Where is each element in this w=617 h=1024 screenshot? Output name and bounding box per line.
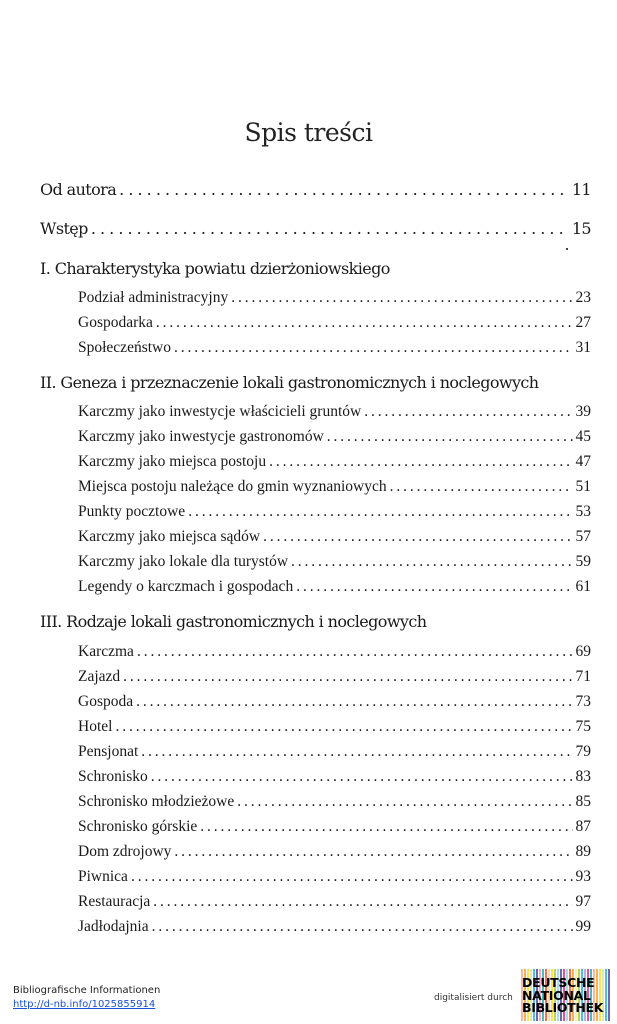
toc-entry-label: Schronisko górskie [78,818,198,835]
dnb-logo[interactable] [521,969,611,1021]
toc-entry-label: Wstęp [40,219,88,238]
toc-entry-label: Od autora [40,180,117,199]
toc-page-number: 39 [575,403,591,420]
bibliographic-info [13,984,160,1012]
toc-entry-label: Schronisko [78,768,148,785]
toc-entry[interactable] [78,893,591,911]
bib-info-link[interactable]: http://d-nb.info/1025855914 [13,999,156,1010]
toc-entry[interactable] [78,503,591,521]
toc-page-number: 73 [575,693,591,710]
toc-entry-label: Karczmy jako miejsca sądów [78,528,261,545]
leader-dots [188,503,572,521]
leader-dots [136,693,572,711]
leader-dots [390,478,573,496]
toc-page-number: 57 [575,528,591,545]
toc-page-number: 53 [575,503,591,520]
toc-page-number: 79 [575,743,591,760]
toc-page-number: 31 [575,339,591,356]
toc-entry[interactable] [78,868,591,886]
toc-entry-label: Restauracja [78,893,151,910]
toc-page-number: 89 [575,843,591,860]
toc-entry-label: Miejsca postoju należące do gmin wyznaniowych [78,478,387,495]
toc-entry-label: Dom zdrojowy [78,843,172,860]
toc-page-number: 51 [575,478,591,495]
logo-bar [608,969,610,1021]
leader-dots [263,528,572,546]
toc-entry-label: Karczmy jako lokale dla turystów [78,553,289,570]
toc-entry[interactable] [78,453,591,471]
leader-dots [137,643,573,661]
toc-entry-label: Podział administracyjny [78,289,229,306]
logo-line: NATIONAL [522,987,591,1003]
toc-page-number: 83 [575,768,591,785]
logo-bar [605,969,607,1021]
leader-dots [123,668,572,686]
toc-page-number: 93 [575,868,591,885]
toc-entry[interactable] [78,743,591,761]
toc-entry[interactable] [78,403,591,421]
toc-entry[interactable] [78,428,591,446]
digitized-by-label: digitalisiert durch [434,993,513,1003]
toc-entry-label: Gospodarka [78,314,153,331]
toc-entry[interactable] [78,578,591,596]
toc-page-number: 69 [575,643,591,660]
logo-line: BIBLIOTHEK [522,1000,604,1015]
toc-page-number: 75 [575,718,591,735]
leader-dots [364,403,572,421]
toc-entry-label: Pensjonat [78,743,139,760]
leader-dots [237,793,572,811]
leader-dots [269,453,572,471]
leader-dots [174,843,572,861]
leader-dots [231,289,572,307]
toc-page-number: 45 [575,428,591,445]
toc-page-number: 97 [575,893,591,910]
toc-entry-label: Legendy o karczmach i gospodach [78,578,294,595]
leader-dots [296,578,572,596]
scan-speck [566,248,568,250]
toc-entry[interactable] [78,314,591,332]
toc-entry-label: Karczmy jako inwestycje właścicieli gruntów [78,403,362,420]
page-title: Spis treści [244,118,373,147]
leader-dots [91,219,569,238]
toc-entry-label: Karczmy jako inwestycje gastronomów [78,428,324,445]
toc-entry-label: Społeczeństwo [78,339,171,356]
toc-entry[interactable] [78,553,591,571]
chapter-heading-2[interactable]: II. Geneza i przeznaczenie lokali gastronomicznych i noclegowych [40,373,539,392]
toc-entry[interactable] [78,289,591,307]
toc-entry-label: Karczma [78,643,134,660]
toc-page-number: 61 [575,578,591,595]
toc-entry[interactable] [78,693,591,711]
toc-entry[interactable] [78,478,591,496]
leader-dots [115,718,572,736]
leader-dots [152,918,573,936]
toc-entry[interactable] [78,718,591,736]
leader-dots [141,743,572,761]
toc-entry-label: Schronisko młodzieżowe [78,793,235,810]
toc-page-number: 85 [575,793,591,810]
toc-entry-label: Hotel [78,718,113,735]
toc-page-number: 71 [575,668,591,685]
leader-dots [200,818,572,836]
toc-page-number: 23 [575,289,591,306]
toc-entry-label: Gospoda [78,693,134,710]
leader-dots [327,428,573,446]
leader-dots [174,339,573,357]
toc-entry-od-autora[interactable] [40,180,591,199]
toc-page-number: 15 [571,219,591,238]
bib-info-label: Bibliografische Informationen [13,985,161,996]
leader-dots [119,180,569,199]
toc-page-number: 47 [575,453,591,470]
chapter-heading-3[interactable]: III. Rodzaje lokali gastronomicznych i noclegowych [40,612,427,631]
leader-dots [291,553,572,571]
toc-entry-label: Jadłodajnia [78,918,149,935]
leader-dots [153,893,572,911]
toc-page-number: 87 [575,818,591,835]
toc-entry-label: Karczmy jako miejsca postoju [78,453,267,470]
toc-entry[interactable] [78,818,591,836]
leader-dots [156,314,573,332]
toc-entry-wstep[interactable] [40,219,591,238]
toc-page-number: 27 [575,314,591,331]
toc-entry-label: Punkty pocztowe [78,503,186,520]
toc-page-number: 99 [575,918,591,935]
logo-line: DEUTSCHE [522,975,595,990]
toc-entry[interactable] [78,843,591,861]
leader-dots [151,768,573,786]
toc-entry[interactable] [78,339,591,357]
toc-entry[interactable] [78,643,591,661]
toc-entry-label: Piwnica [78,868,128,885]
toc-entry[interactable] [78,768,591,786]
toc-entry[interactable] [78,793,591,811]
toc-page-number: 11 [571,180,591,199]
toc-entry[interactable] [78,668,591,686]
leader-dots [131,868,573,886]
toc-entry-label: Zajazd [78,668,121,685]
toc-entry[interactable] [78,528,591,546]
chapter-heading-1[interactable]: I. Charakterystyka powiatu dzierżoniowskiego [40,259,390,278]
logo-text [522,977,603,1015]
toc-entry[interactable] [78,918,591,936]
toc-page-number: 59 [575,553,591,570]
